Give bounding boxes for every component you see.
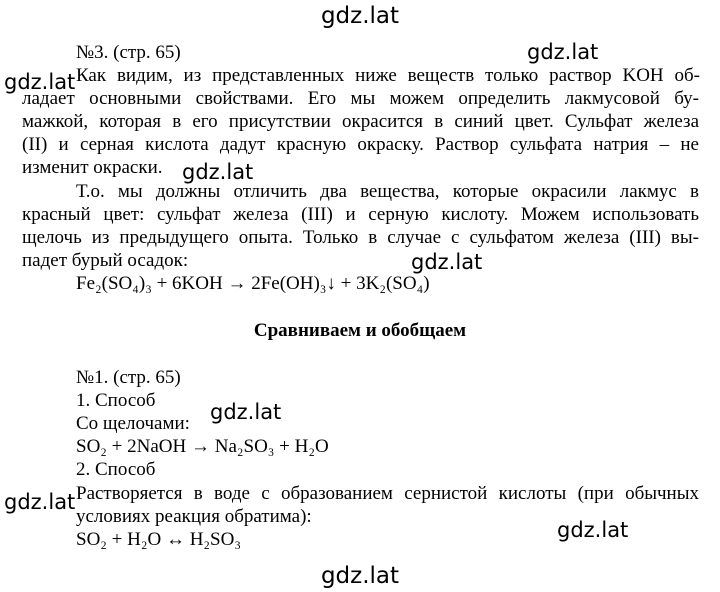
task1-header: №1. (стр. 65)	[76, 367, 181, 388]
watermark: gdz.lat	[4, 70, 76, 94]
watermark: gdz.lat	[557, 518, 629, 542]
watermark-bottom: gdz.lat	[320, 563, 400, 589]
watermark: gdz.lat	[411, 250, 483, 274]
task3-paragraph1-line5: изменит окраски.	[22, 157, 163, 178]
task3-paragraph1-line4: (II) и серная кислота дадут красную окраску. Раствор сульфата натрия – не	[22, 134, 699, 155]
task3-paragraph2-line4: падет бурый осадок:	[22, 250, 189, 271]
section-title: Сравниваем и обобщаем	[253, 320, 467, 341]
task1-method2: 2. Способ	[76, 459, 156, 480]
task3-paragraph2-line1: Т.о. мы должны отличить два вещества, которые окрасили лакмус в	[76, 181, 699, 202]
watermark: gdz.lat	[210, 400, 282, 424]
watermark: gdz.lat	[182, 160, 254, 184]
watermark-top: gdz.lat	[320, 3, 400, 29]
task3-paragraph2-line3: щелочь из предыдущего опыта. Только в случае с сульфатом железа (III) вы-	[22, 227, 699, 248]
task3-paragraph1-line2: ладает основными свойствами. Его мы можем определить лакмусовой бу-	[22, 88, 699, 109]
watermark: gdz.lat	[4, 490, 76, 514]
task3-paragraph1-line1: Как видим, из представленных ниже веществ только раствор KOH об-	[76, 65, 700, 86]
task3-header: №3. (стр. 65)	[76, 42, 181, 63]
task1-method1: 1. Способ	[76, 390, 156, 411]
task1-paragraph-line1: Растворяется в воде с образованием сернистой кислоты (при обычных	[76, 483, 699, 504]
watermark: gdz.lat	[527, 40, 599, 64]
task1-paragraph-line2: условиях реакция обратима):	[76, 506, 312, 527]
task3-paragraph2-line2: красный цвет: сульфат железа (III) и серную кислоту. Можем использовать	[22, 204, 699, 225]
task1-equation2: SO₂ + H₂O ↔ H₂SO₃	[76, 529, 241, 550]
task1-with-alkali: Со щелочами:	[76, 413, 190, 434]
task3-paragraph1-line3: мажкой, которая в его присутствии окрасится в синий цвет. Сульфат железа	[22, 111, 699, 132]
task3-equation: Fe₂(SO₄)₃ + 6KOH → 2Fe(OH)₃↓ + 3K₂(SO₄)	[76, 273, 430, 294]
task1-equation1: SO₂ + 2NaOH → Na₂SO₃ + H₂O	[76, 436, 329, 457]
